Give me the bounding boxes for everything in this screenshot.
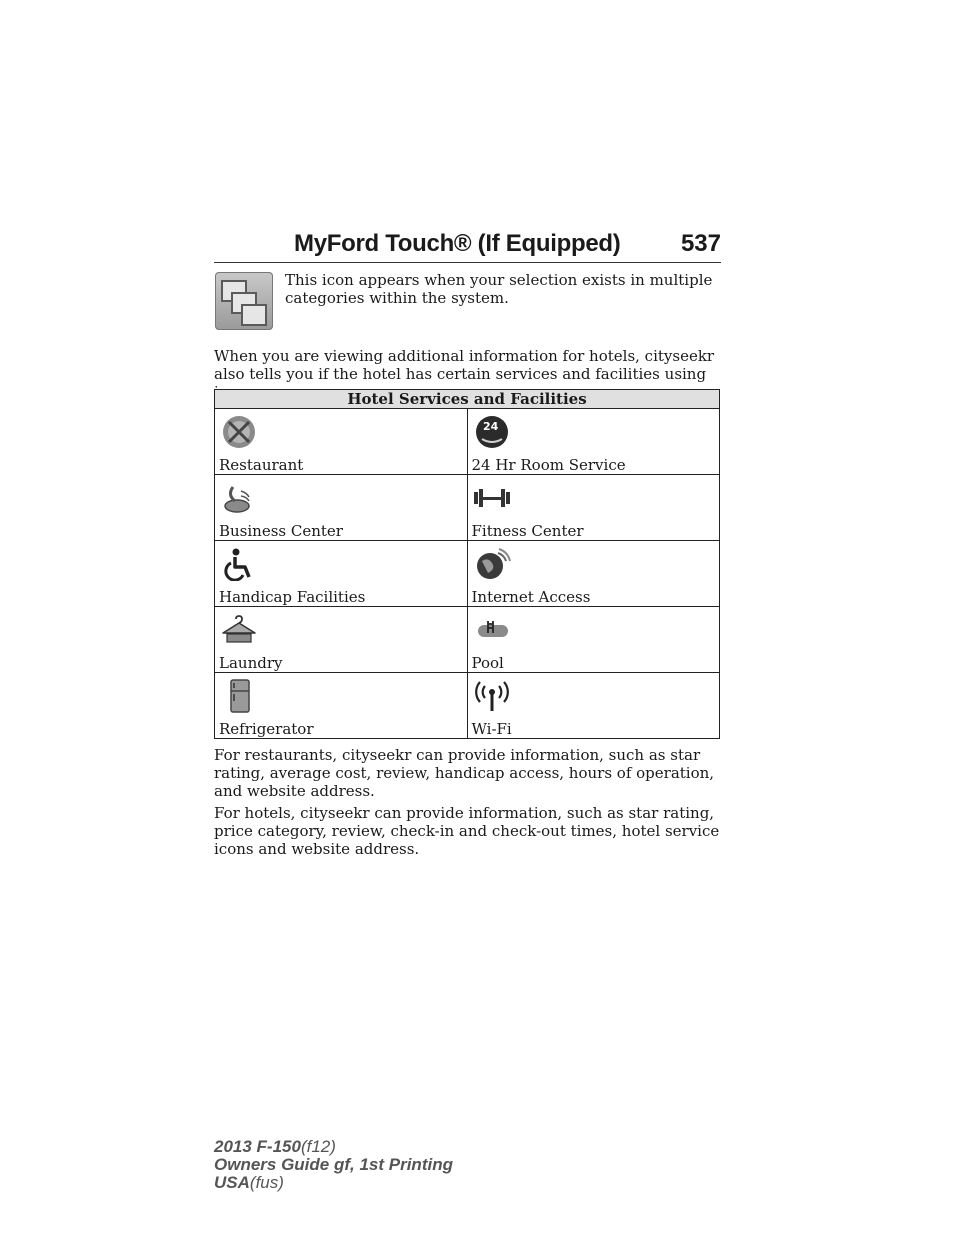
service-label: Restaurant (219, 456, 304, 474)
pool-icon (472, 613, 512, 647)
multiple-categories-icon (215, 272, 273, 330)
room-service-24hr-icon (472, 415, 512, 449)
hotel-services-table (214, 389, 720, 739)
refrigerator-icon (219, 679, 259, 713)
footer-market: USA (214, 1173, 250, 1192)
footer-model-code: (f12) (300, 1137, 336, 1156)
table-row (215, 607, 720, 673)
table-cell (215, 541, 468, 607)
table-cell (215, 475, 468, 541)
footer-guide: Owners Guide gf, 1st Printing (214, 1155, 453, 1174)
service-label: Laundry (219, 654, 283, 672)
laundry-hanger-icon (219, 613, 259, 647)
fitness-center-icon (472, 481, 512, 515)
wifi-icon (472, 679, 512, 713)
table-cell (467, 409, 720, 475)
page-title: MyFord Touch® (If Equipped) (294, 230, 621, 257)
hotel-info-paragraph: For hotels, cityseekr can provide information, such as star rating, price category, review, check-in and check-out times, hotel service icons and website address. (214, 804, 720, 858)
business-center-icon (219, 481, 259, 515)
internet-globe-icon (472, 547, 512, 581)
intro-paragraph: When you are viewing additional information for hotels, cityseekr also tells you if the hotel has certain services and facilities using (214, 347, 715, 383)
table-row (215, 409, 720, 475)
restaurant-info-paragraph: For restaurants, cityseekr can provide information, such as star rating, average cost, review, handicap access, hours of operation, and website address. (214, 746, 715, 800)
footer-market-code: (fus) (249, 1173, 284, 1192)
service-label: 24 Hr Room Service (471, 456, 626, 474)
restaurant-icon (219, 415, 259, 449)
print-footer (214, 1138, 453, 1192)
handicap-icon (219, 547, 259, 581)
footer-model: 2013 F-150 (214, 1137, 301, 1156)
page-header (214, 228, 721, 263)
service-label: Pool (471, 654, 504, 672)
table-cell (215, 607, 468, 673)
table-cell (467, 607, 720, 673)
service-label: Wi-Fi (471, 720, 512, 738)
page-number: 537 (680, 230, 721, 257)
multi-category-description: This icon appears when your selection exists in multiple categories within the system. (285, 271, 713, 307)
table-row (215, 475, 720, 541)
table-row (215, 673, 720, 739)
table-title: Hotel Services and Facilities (215, 390, 720, 409)
service-label: Internet Access (471, 588, 591, 606)
table-cell (467, 541, 720, 607)
table-row (215, 541, 720, 607)
service-label: Fitness Center (471, 522, 584, 540)
service-label: Business Center (219, 522, 343, 540)
table-cell (215, 409, 468, 475)
svg-text:24: 24 (482, 420, 498, 433)
table-cell (467, 673, 720, 739)
service-label: Refrigerator (219, 720, 314, 738)
table-cell (215, 673, 468, 739)
service-label: Handicap Facilities (219, 588, 366, 606)
table-cell (467, 475, 720, 541)
